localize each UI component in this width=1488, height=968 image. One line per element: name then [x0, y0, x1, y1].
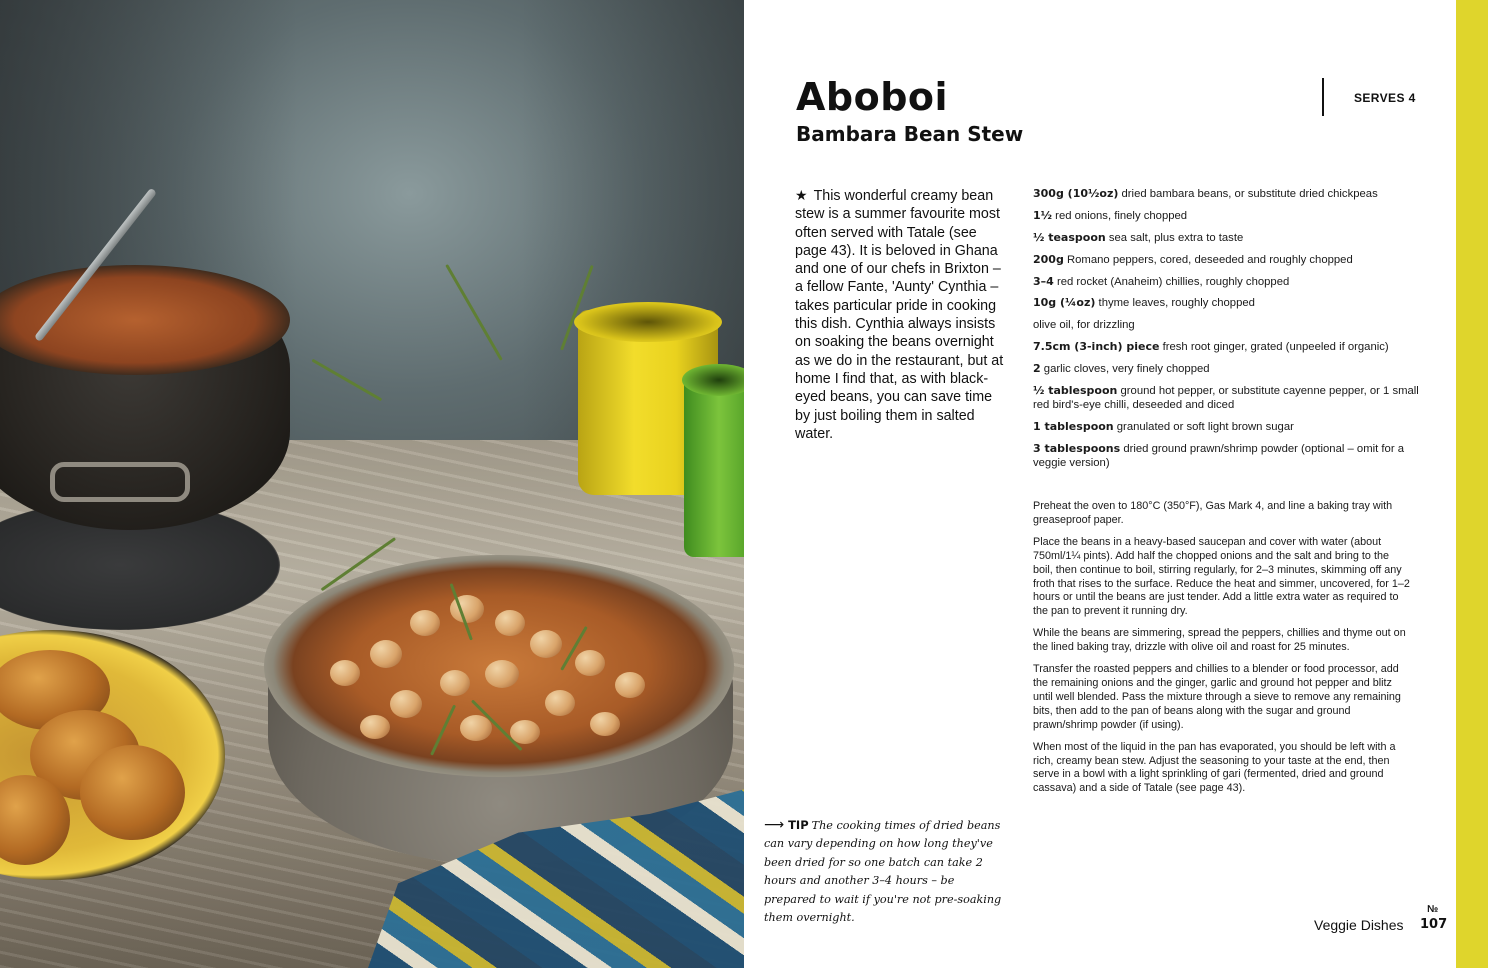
- bean: [485, 660, 519, 688]
- bean: [460, 715, 492, 741]
- tip-note: [764, 816, 1006, 927]
- ingredient-list: [1033, 187, 1423, 478]
- ingredient-text: Romano peppers, cored, deseeded and roughly chopped: [1063, 253, 1353, 266]
- bean: [390, 690, 422, 718]
- arrow-right-icon: ⟶: [764, 817, 785, 833]
- ingredient-quantity: 1 tablespoon: [1033, 419, 1114, 433]
- bean: [370, 640, 402, 668]
- ingredient-text: sea salt, plus extra to taste: [1105, 231, 1244, 244]
- ingredient-quantity: 300g (10½oz): [1033, 187, 1119, 200]
- ingredient-item: [1033, 253, 1423, 267]
- ingredient-quantity: ½ teaspoon: [1033, 230, 1106, 244]
- fritter: [80, 745, 185, 840]
- ingredient-item: [1033, 275, 1423, 289]
- yellow-cup-rim: [574, 302, 722, 342]
- method-step: Place the beans in a heavy-based saucepan and cover with water (about 750ml/1¼ pints). Add half the chopped onions and the salt and bring to the boil, then continue to boil, stirring regularly, for 2–3 minutes, skimming off any froth that rises to the surface. Reduce the heat and simmer, uncovered, for 1–2 hours or until the beans are just tender. Add a little extra water as required to the pan to prevent it running dry.: [1033, 535, 1410, 618]
- ingredient-item: [1033, 296, 1423, 310]
- ingredient-quantity: 10g (¼oz): [1033, 296, 1096, 310]
- pot-handle: [50, 462, 190, 502]
- ingredient-item: [1033, 231, 1423, 245]
- ingredient-quantity: 2: [1033, 362, 1041, 376]
- star-icon: ★: [795, 187, 808, 203]
- ingredient-item: [1033, 420, 1423, 434]
- ingredient-text: thyme leaves, roughly chopped: [1095, 297, 1255, 310]
- ingredient-item: [1033, 187, 1423, 201]
- method-step: While the beans are simmering, spread the peppers, chillies and thyme out on the lined baking tray, drizzle with olive oil and roast for 25 minutes.: [1033, 627, 1406, 654]
- intro-text: This wonderful creamy bean stew is a summer favourite most often served with Tatale (see page 43). It is beloved in Ghana and one of our chefs in Brixton – a fellow Fante, 'Aunty' Cynthia – takes particular pride in cooking this dish. Cynthia always insists on soaking the beans overnight as we do in the restaurant, but at home I find that, as with black-eyed beans, you can save time by just boiling them in salted water.: [795, 188, 1004, 442]
- ingredient-text: red onions, finely chopped: [1052, 209, 1188, 222]
- page-edge-strip: [1456, 0, 1488, 968]
- bean: [410, 610, 440, 636]
- ingredient-quantity: 7.5cm (3-inch) piece: [1033, 340, 1160, 354]
- section-name: Veggie Dishes: [1314, 917, 1404, 933]
- tip-label: TIP: [788, 818, 809, 832]
- ingredient-text: fresh root ginger, grated (unpeeled if organic): [1159, 341, 1389, 354]
- serves-label: SERVES 4: [1354, 91, 1416, 105]
- ingredient-text: dried bambara beans, or substitute dried chickpeas: [1118, 188, 1378, 200]
- ingredient-item: [1033, 384, 1423, 412]
- ingredient-quantity: 3–4: [1033, 274, 1054, 288]
- tip-text: The cooking times of dried beans can vary depending on how long they've been dried for so one batch can take 2 hours and another 3–4 hours – be prepared to wait if you're not pre-soaking them overnight.: [764, 819, 1002, 925]
- ingredient-text: granulated or soft light brown sugar: [1113, 420, 1294, 433]
- serves-divider: [1322, 78, 1324, 116]
- bean: [545, 690, 575, 716]
- method-step: Transfer the roasted peppers and chillies to a blender or food processor, add the remaining onions and the ginger, garlic and ground hot pepper and blitz until well blended. Pass the mixture through a sieve to remove any remaining bits, then add to the pan of beans along with the sugar and ground prawn/shrimp powder (if using).: [1033, 663, 1401, 731]
- ingredient-quantity: ½ tablespoon: [1033, 384, 1118, 398]
- bean: [615, 672, 645, 698]
- recipe-page: [744, 0, 1456, 968]
- page-number-label: №: [1427, 904, 1439, 915]
- ingredient-quantity: 1½: [1033, 208, 1053, 222]
- ingredient-text: dried ground prawn/shrimp powder (optional – omit for a veggie version): [1033, 442, 1405, 469]
- bean: [330, 660, 360, 686]
- bean: [575, 650, 605, 676]
- ingredient-quantity: 3 tablespoons: [1033, 441, 1121, 455]
- ingredient-item: [1033, 362, 1423, 376]
- bean: [590, 712, 620, 736]
- ingredient-item: [1033, 318, 1423, 332]
- method-steps: [1033, 500, 1411, 804]
- green-cup: [684, 372, 744, 557]
- ingredient-text: red rocket (Anaheim) chillies, roughly chopped: [1053, 275, 1290, 288]
- ingredient-item: [1033, 340, 1423, 354]
- recipe-title: Aboboi: [796, 75, 949, 119]
- ingredient-text: olive oil, for drizzling: [1033, 319, 1135, 332]
- recipe-subtitle: Bambara Bean Stew: [796, 122, 1024, 146]
- bean: [440, 670, 470, 696]
- bean: [495, 610, 525, 636]
- ingredient-text: ground hot pepper, or substitute cayenne pepper, or 1 small red bird's-eye chilli, deseeded and diced: [1033, 385, 1419, 412]
- method-step: When most of the liquid in the pan has evaporated, you should be left with a rich, creamy bean stew. Adjust the seasoning to your taste at the end, then serve in a bowl with a light sprinkling of gari (fermented, dried and ground cassava) and a side of Tatale (see page 43).: [1033, 740, 1396, 795]
- ingredient-text: garlic cloves, very finely chopped: [1040, 363, 1210, 376]
- bean: [530, 630, 562, 658]
- ingredient-item: [1033, 442, 1423, 470]
- ingredient-item: [1033, 209, 1423, 223]
- bean: [360, 715, 390, 739]
- recipe-intro: [795, 186, 1009, 443]
- method-step: Preheat the oven to 180°C (350°F), Gas Mark 4, and line a baking tray with greaseproof paper.: [1033, 500, 1393, 526]
- page-number: 107: [1420, 917, 1448, 932]
- ingredient-quantity: 200g: [1033, 252, 1064, 266]
